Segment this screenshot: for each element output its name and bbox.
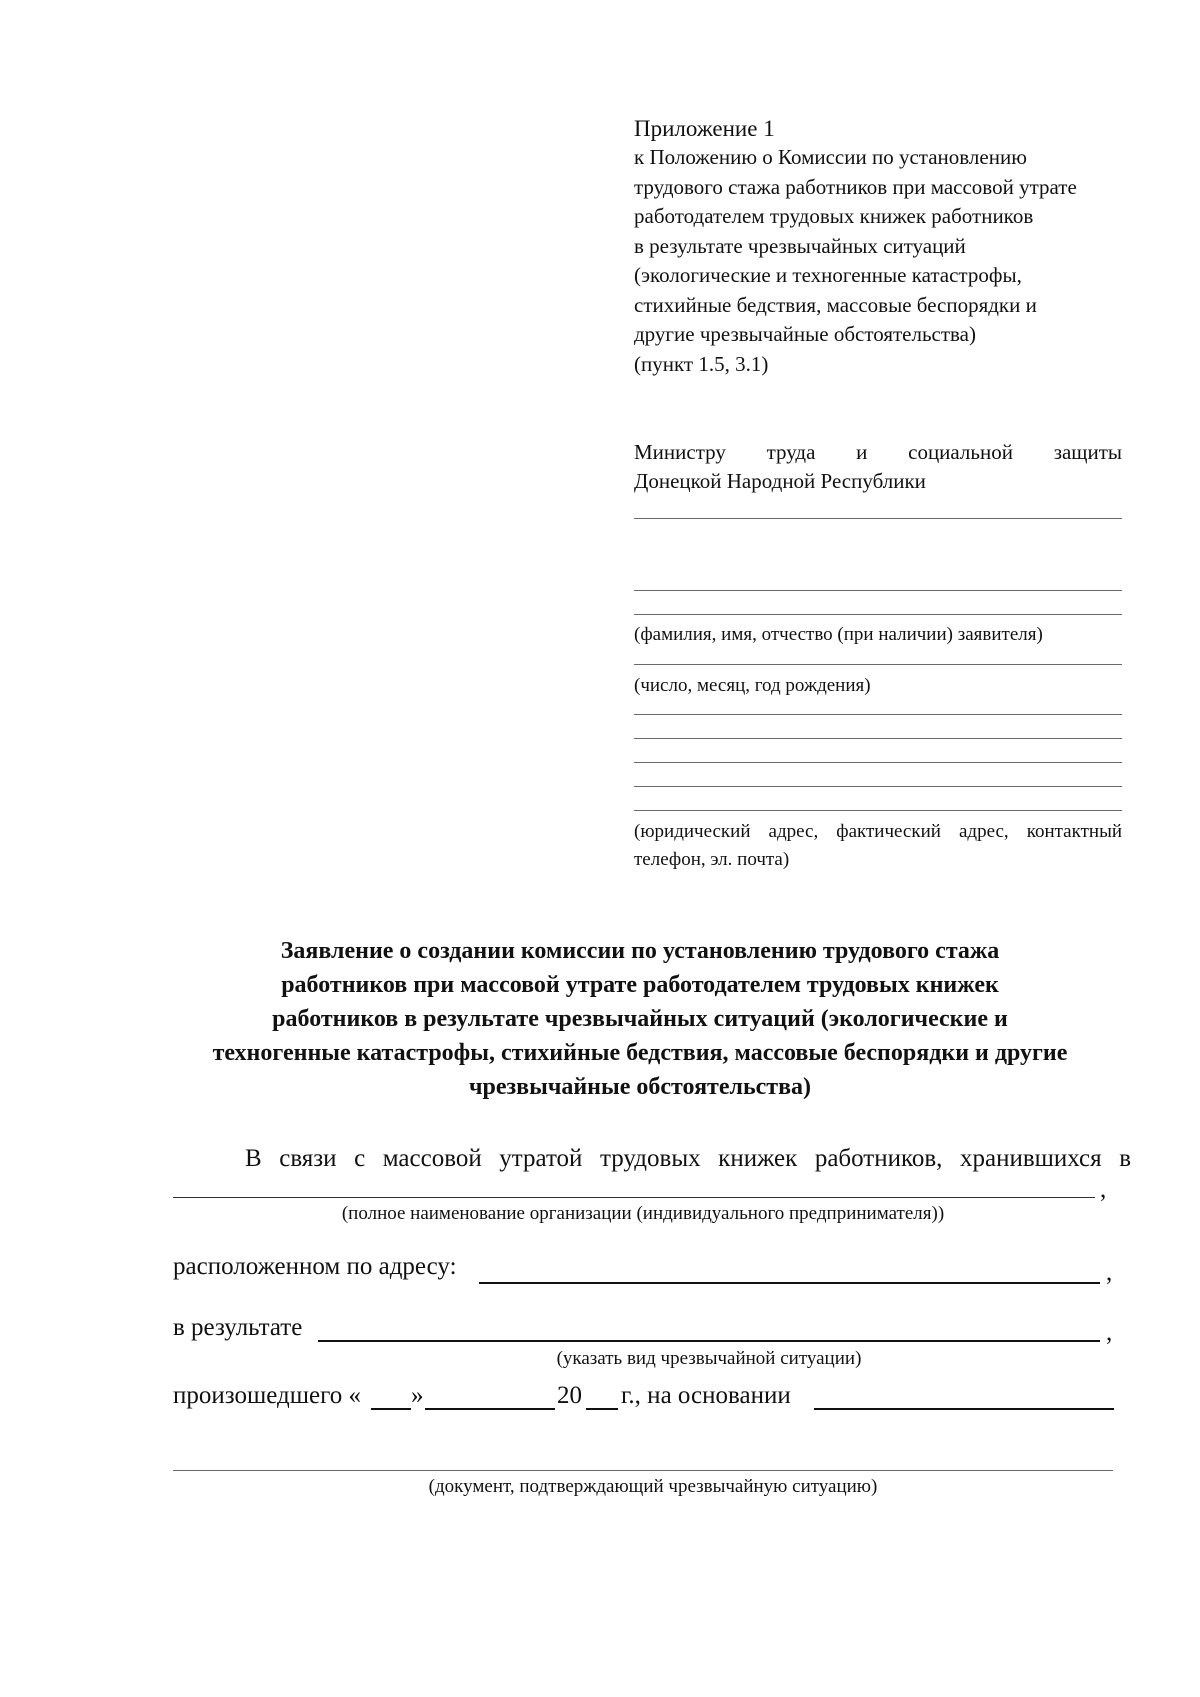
day-field[interactable]: [371, 1408, 411, 1410]
document-caption: (документ, подтверждающий чрезвычайную ситуацию): [428, 1476, 878, 1497]
intro-word: книжек: [718, 1145, 798, 1172]
addressee-line-2: Донецкой Народной Республики: [634, 469, 926, 493]
intro-word: хранившихся: [959, 1145, 1102, 1172]
appendix-line: трудового стажа работников при массовой утрате: [634, 174, 1077, 199]
title-line: Заявление о создании комиссии по установлению трудового стажа: [280, 938, 1000, 964]
organization-caption: (полное наименование организации (индивидуального предпринимателя)): [341, 1203, 945, 1224]
title-line: чрезвычайные обстоятельства): [468, 1074, 812, 1100]
emergency-type-field[interactable]: [318, 1340, 1100, 1342]
address-label: расположенном по адресу:: [173, 1253, 457, 1280]
title-line: работников в результате чрезвычайных ситуаций (экологические и: [272, 1006, 1008, 1032]
appendix-line: к Положению о Комиссии по установлению: [634, 145, 1027, 169]
addressee-word: и: [856, 440, 868, 464]
appendix-line: (экологические и техногенные катастрофы,: [634, 263, 1022, 287]
fill-line[interactable]: [634, 786, 1122, 787]
result-label: в результате: [173, 1314, 303, 1341]
emergency-caption: (указать вид чрезвычайной ситуации): [556, 1348, 862, 1369]
address-contacts-caption: (юридический адрес, фактический адрес, контактный телефон, эл. почта): [634, 821, 1122, 870]
appendix-title: Приложение 1: [634, 116, 775, 141]
appendix-line: в результате чрезвычайных ситуаций: [634, 233, 966, 258]
appendix-line: стихийные бедствия, массовые беспорядки и: [634, 292, 1037, 317]
intro-word: В: [245, 1145, 262, 1172]
title-line: работников при массовой утрате работодателем трудовых книжек: [281, 972, 999, 998]
address-field[interactable]: [479, 1282, 1100, 1284]
basis-field[interactable]: [814, 1408, 1114, 1410]
appendix-line: другие чрезвычайные обстоятельства): [634, 322, 976, 346]
comma: ,: [1106, 1259, 1113, 1286]
organization-name-field[interactable]: [173, 1197, 1095, 1198]
document-title: [150, 934, 1130, 1104]
fill-line[interactable]: [634, 810, 1122, 811]
comma: ,: [1106, 1319, 1113, 1346]
applicant-name-caption: (фамилия, имя, отчество (при наличии) заявителя): [634, 624, 1043, 645]
addressee-word: защиты: [1053, 440, 1122, 464]
document-field[interactable]: [173, 1470, 1113, 1471]
intro-line: [173, 1143, 1131, 1175]
fill-line[interactable]: [634, 590, 1122, 591]
year-prefix: 20: [557, 1382, 582, 1409]
fill-line[interactable]: [634, 714, 1122, 715]
comma: ,: [1100, 1176, 1107, 1203]
intro-word: трудовых: [599, 1145, 701, 1172]
intro-word: связи: [279, 1145, 337, 1172]
occurred-label: произошедшего «: [173, 1382, 361, 1409]
intro-word: работников,: [814, 1145, 943, 1172]
appendix-point-ref: (пункт 1.5, 3.1): [634, 351, 769, 376]
fill-line[interactable]: [634, 518, 1122, 519]
addressee-word: социальной: [908, 440, 1013, 464]
appendix-block: [634, 114, 1122, 379]
intro-word: утратой: [499, 1145, 583, 1172]
fill-line[interactable]: [634, 614, 1122, 615]
intro-word: массовой: [382, 1145, 482, 1172]
month-field[interactable]: [425, 1408, 555, 1410]
addressee-line-1: [634, 438, 1122, 467]
quote-close: »: [411, 1382, 424, 1409]
intro-word: в: [1119, 1145, 1131, 1172]
title-line: техногенные катастрофы, стихийные бедствия, массовые беспорядки и другие: [212, 1040, 1068, 1066]
fill-line[interactable]: [634, 762, 1122, 763]
year-field[interactable]: [586, 1408, 618, 1410]
addressee-word: труда: [766, 440, 816, 464]
fill-line[interactable]: [634, 738, 1122, 739]
appendix-line: работодателем трудовых книжек работников: [634, 204, 1034, 228]
addressee-word: Министру: [634, 440, 726, 464]
basis-label: г., на основании: [621, 1382, 791, 1409]
addressee-block: [634, 438, 1122, 496]
intro-word: с: [354, 1145, 366, 1172]
fill-line[interactable]: [634, 664, 1122, 665]
birth-date-caption: (число, месяц, год рождения): [634, 675, 871, 696]
